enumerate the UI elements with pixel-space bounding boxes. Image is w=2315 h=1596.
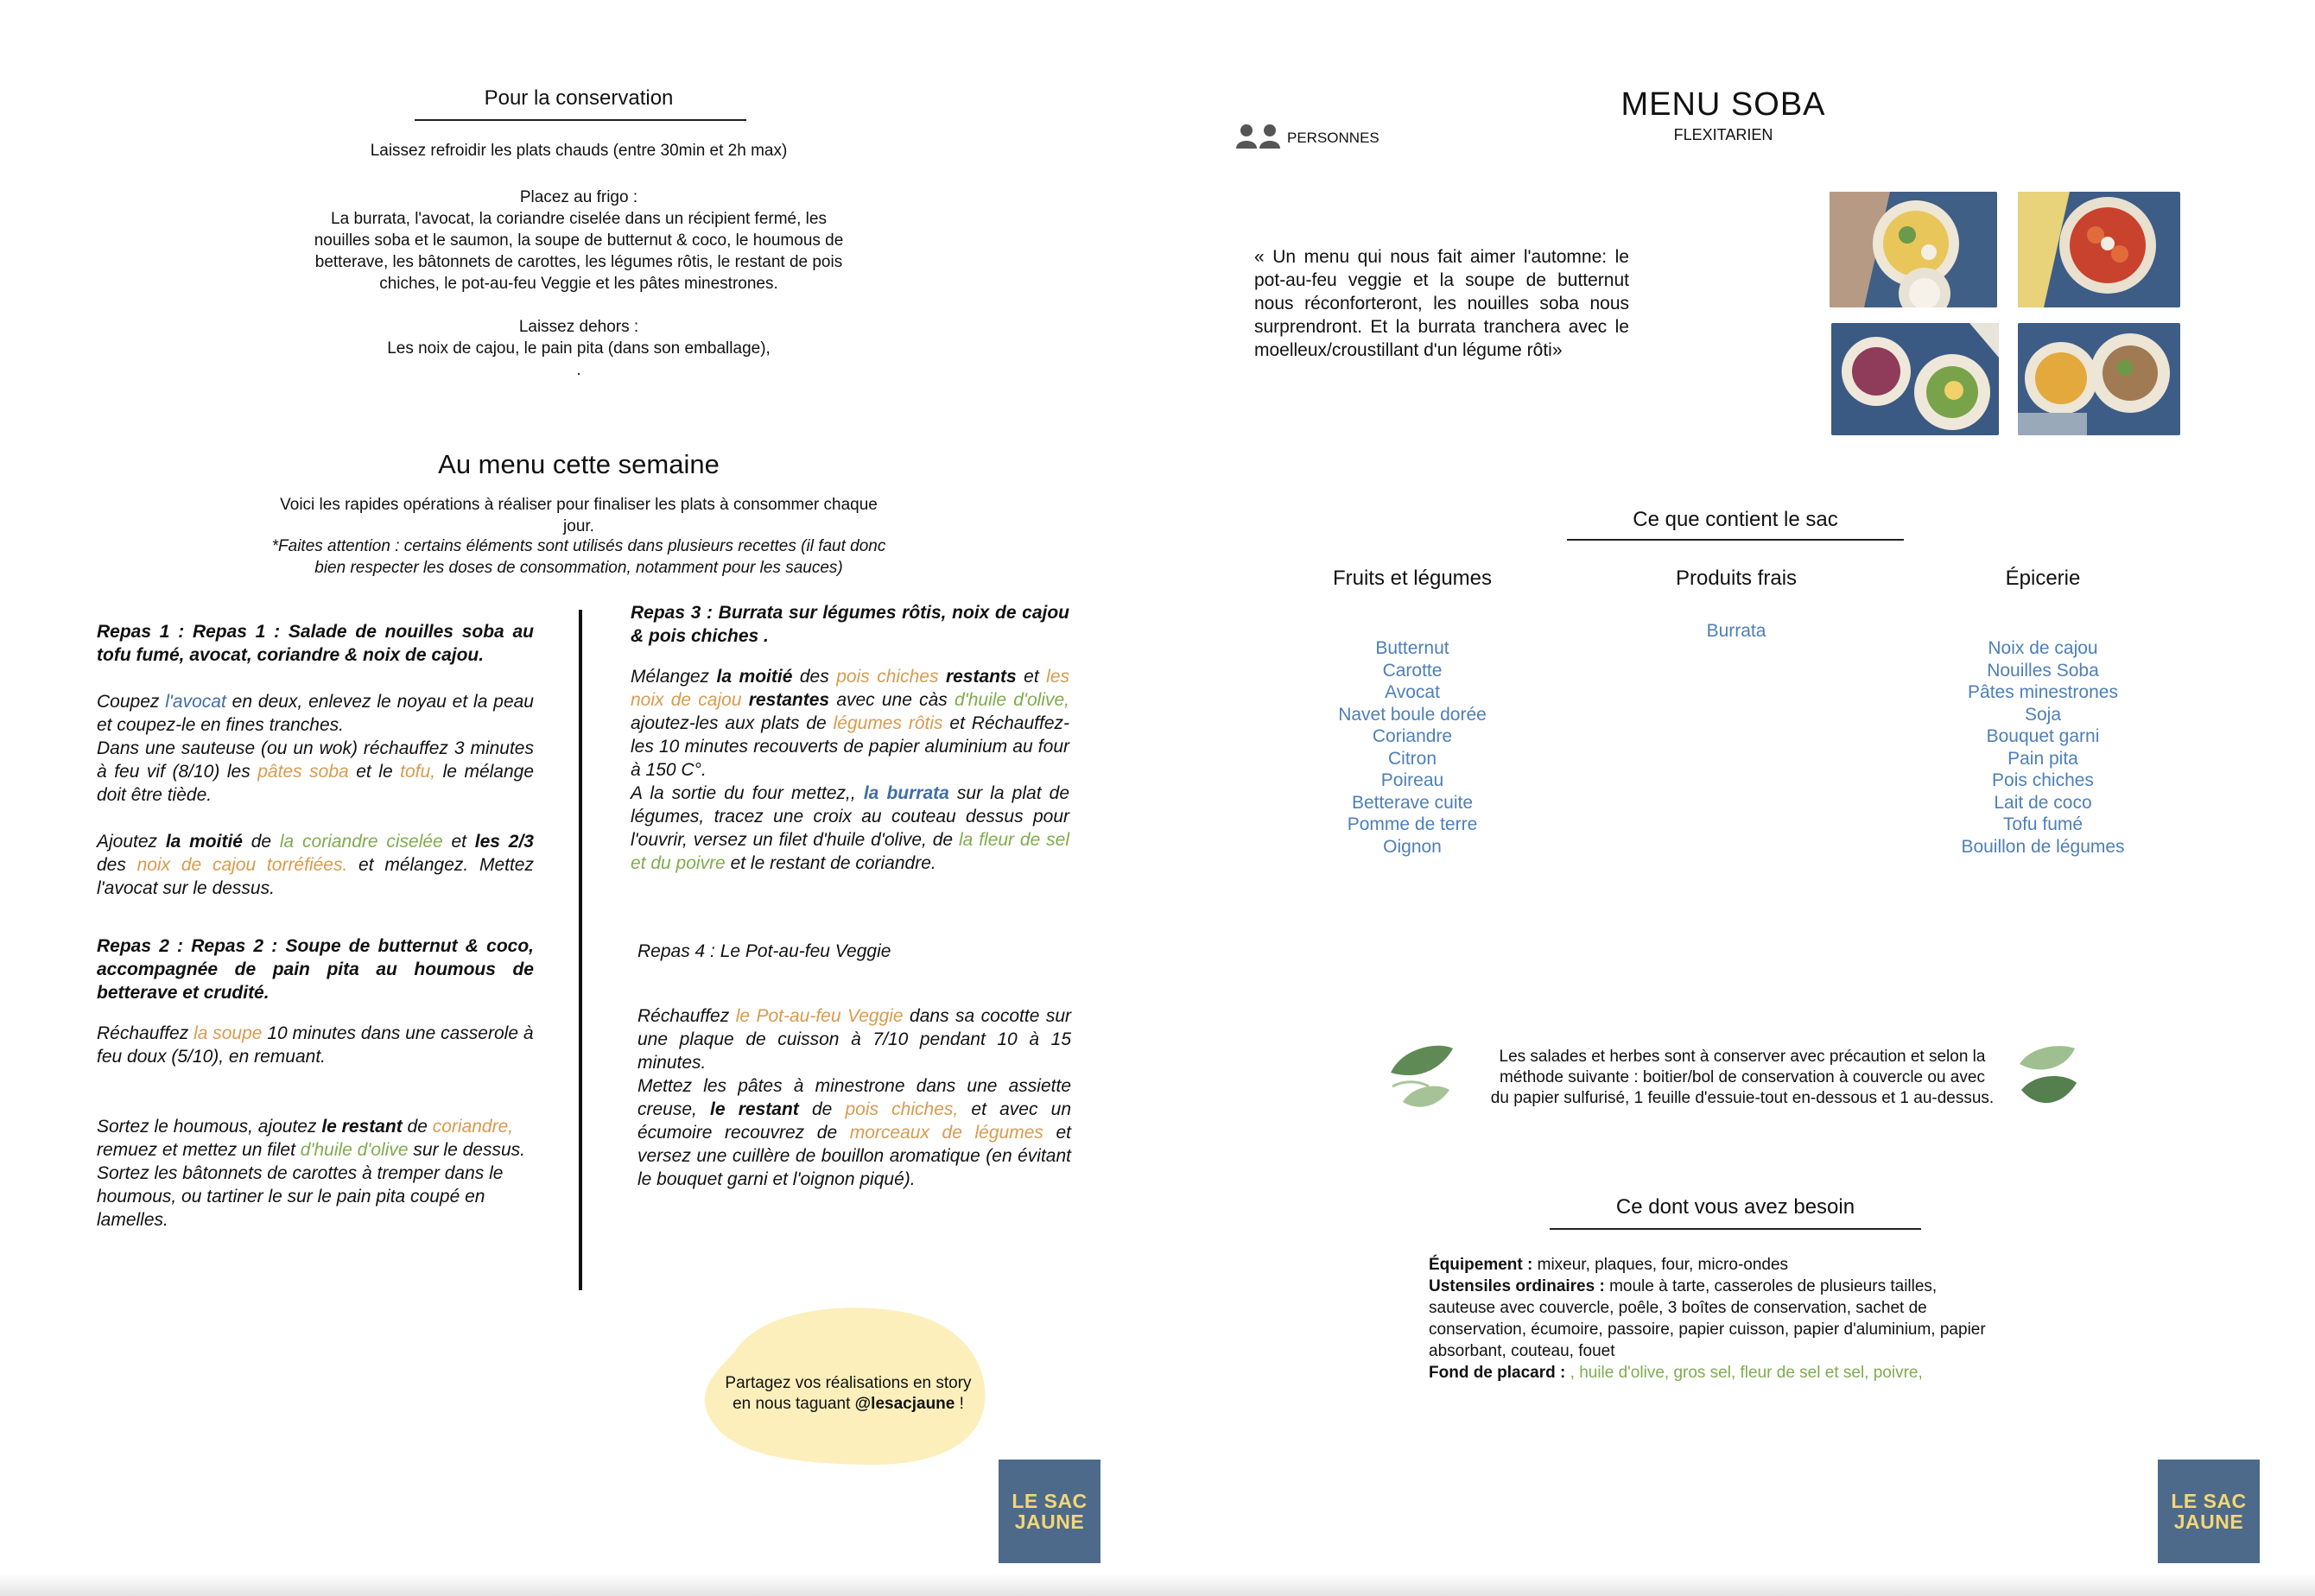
bag-title: Ce que contient le sac — [1633, 508, 1838, 531]
dish-photo-4 — [2018, 323, 2180, 435]
week-intro-line-1: Voici les rapides opérations à réaliser pour finaliser les plats à consommer chaque — [280, 496, 878, 514]
column-separator — [579, 610, 582, 1290]
meal-3 — [631, 601, 1069, 875]
fridge-line-3: betterave, les bâtonnets de carottes, les légumes rôtis, le restant de pois — [314, 253, 843, 271]
bag-item: Pain pita — [2007, 748, 2078, 769]
brand-logo-left: LE SAC JAUNE — [999, 1460, 1100, 1563]
bag-item: Burrata — [1706, 621, 1766, 641]
bag-column-grocery-title: Épicerie — [2005, 567, 2081, 590]
bag-column-grocery — [1926, 567, 2160, 858]
needs-list — [1429, 1254, 2002, 1384]
bag-item: Poireau — [1380, 770, 1444, 790]
week-note-line-2: bien respecter les doses de consommation, notamment pour les sauces) — [314, 559, 843, 577]
meal-1-title: Repas 1 : Repas 1 : Salade de nouilles soba au tofu fumé, avocat, coriandre & noix de cajou. — [97, 622, 534, 665]
bag-underline — [1567, 539, 1904, 541]
week-intro — [216, 494, 942, 537]
meal-1-step-1: Coupez l'avocat en deux, enlevez le noyau et la peau et coupez-le en fines tranches. — [97, 692, 534, 735]
brand-logo-right: LE SAC JAUNE — [2158, 1460, 2260, 1563]
fridge-line-2: nouilles soba et le saumon, la soupe de butternut & coco, le houmous de — [314, 231, 844, 250]
bag-item: Bouillon de légumes — [1961, 836, 2125, 857]
meal-1-step-2: Dans une sauteuse (ou un wok) réchauffez 3 minutes à feu vif (8/10) les pâtes soba et le tofu, le mélange doit être tiède. — [97, 738, 535, 805]
bag-item: Avocat — [1385, 682, 1440, 702]
meal-3-step-2: A la sortie du four mettez,, la burrata sur la plat de légumes, tracez une croix au couteau dessus pour l'ouvrir, versez un filet d'huile d'olive, de la fleur de sel et du poivre et le restant de coriandre. — [631, 783, 1069, 873]
week-title: Au menu cette semaine — [438, 449, 720, 479]
conservation-intro: Laissez refroidir les plats chauds (entre 30min et 2h max) — [370, 142, 788, 160]
bag-item: Citron — [1387, 748, 1437, 769]
dish-photo-2 — [2018, 192, 2180, 307]
needs-underline — [1550, 1228, 1921, 1230]
bag-column-fruits — [1296, 567, 1529, 858]
persons-indicator — [1235, 123, 1379, 149]
outside-block — [233, 316, 924, 381]
bag-item: Butternut — [1375, 638, 1449, 658]
meal-1-step-3: Ajoutez la moitié de la coriandre ciselée et les 2/3 des noix de cajou torréfiées. et mélangez. Mettez l'avocat sur le dessus. — [97, 832, 534, 898]
fridge-block — [233, 187, 924, 294]
meal-3-title: Repas 3 : Burrata sur légumes rôtis, noix de cajou & pois chiches . — [631, 603, 1069, 646]
needs-title: Ce dont vous avez besoin — [1615, 1195, 1855, 1219]
bag-item: Lait de coco — [1994, 792, 2092, 813]
meal-2-step-2: Sortez le houmous, ajoutez le restant de coriandre, remuez et mettez un filet d'huile d'olive sur le dessus. Sortez les bâtonnets de carottes à tremper dans le houmous, ou tartiner le sur le pain pita coupé en lamelles. — [97, 1117, 525, 1230]
herbs-line-3: du papier sulfurisé, 1 feuille d'essuie-tout en-dessous et 1 au-dessus. — [1490, 1089, 1995, 1107]
meal-4-title: Repas 4 : Le Pot-au-feu Veggie — [637, 941, 891, 961]
bag-item: Carotte — [1382, 660, 1443, 681]
bag-item: Noix de cajou — [1988, 638, 2098, 658]
outside-text: Les noix de cajou, le pain pita (dans son emballage), — [387, 339, 771, 358]
leaf-right-icon — [2013, 1042, 2080, 1119]
meal-4 — [637, 940, 1071, 1191]
bag-item: Soja — [2024, 704, 2062, 725]
week-intro-line-2: jour. — [563, 517, 594, 535]
bag-item: Nouilles Soba — [1987, 660, 2099, 681]
bag-column-fruits-title: Fruits et légumes — [1332, 567, 1493, 590]
persons-label: PERSONNES — [1287, 130, 1379, 146]
bag-item: Pomme de terre — [1347, 814, 1478, 834]
share-text — [701, 1373, 995, 1415]
bag-column-fresh-title: Produits frais — [1675, 567, 1798, 590]
meal-4-step-1: Réchauffez le Pot-au-feu Veggie dans sa cocotte sur une plaque de cuisson à 7/10 pendant 10 à 15 minutes. — [637, 1006, 1071, 1073]
fridge-label: Placez au frigo : — [519, 188, 638, 206]
meal-2-title: Repas 2 : Repas 2 : Soupe de butternut & coco, accompagnée de pain pita au houmous de betterave et crudité. — [97, 936, 534, 1003]
herbs-line-1: Les salades et herbes sont à conserver avec précaution et selon la — [1499, 1048, 1986, 1066]
bag-item: Oignon — [1383, 836, 1442, 857]
bag-item: Tofu fumé — [2002, 814, 2084, 834]
meal-1 — [97, 620, 534, 900]
needs-equipment: Équipement : mixeur, plaques, four, micro-ondes — [1429, 1256, 1789, 1274]
bag-item: Pâtes minestrones — [1968, 682, 2118, 702]
bag-item: Navet boule dorée — [1338, 704, 1487, 725]
menu-subtitle: FLEXITARIEN — [1673, 126, 1773, 143]
meal-2-step-1: Réchauffez la soupe 10 minutes dans une casserole à feu doux (5/10), en remuant. — [97, 1023, 534, 1067]
week-note — [216, 535, 942, 579]
needs-utensils: Ustensiles ordinaires : moule à tarte, casseroles de plusieurs tailles, sauteuse avec couvercle, poêle, 3 boîtes de conservation, sachet de conservation, écumoire, passoire, papier cuisson, papier d'aluminium, papier absorbant, couteau, fouet — [1429, 1277, 1986, 1360]
fridge-line-1: La burrata, l'avocat, la coriandre ciselée dans un récipient fermé, les — [331, 210, 827, 228]
dish-photo-1 — [1830, 192, 1997, 307]
herbs-note — [1460, 1047, 2025, 1109]
menu-quote: « Un menu qui nous fait aimer l'automne: le pot-au-feu veggie et la soupe de butternut nous réconforteront, les nouilles soba nous surprendront. Et la burrata tranchera avec le moelleux/croustillant d'un légume rôti» — [1254, 247, 1629, 360]
week-note-line-1: *Faites attention : certains éléments sont utilisés dans plusieurs recettes (il faut donc — [271, 537, 886, 555]
meal-4-step-2: Mettez les pâtes à minestrone dans une assiette creuse, le restant de pois chiches, et avec un écumoire recouvrez de morceaux de légumes et versez une cuillère de bouillon aromatique (en évitant le bouquet garni et l'oignon piqué). — [637, 1076, 1071, 1189]
needs-pantry: Fond de placard : , huile d'olive, gros sel, fleur de sel et sel, poivre, — [1429, 1364, 1923, 1382]
bag-item: Pois chiches — [1992, 770, 2094, 790]
menu-title: MENU SOBA — [1620, 86, 1826, 123]
conservation-underline — [415, 119, 746, 121]
share-line-2: en nous taguant @lesacjaune ! — [733, 1395, 964, 1413]
instagram-handle[interactable]: @lesacjaune — [854, 1395, 955, 1413]
two-persons-icon — [1235, 123, 1284, 149]
conservation-title: Pour la conservation — [484, 86, 674, 110]
page-shadow — [0, 1574, 2315, 1596]
bag-column-fresh — [1624, 567, 1849, 643]
meal-2 — [97, 934, 534, 1232]
meal-3-step-1: Mélangez la moitié des pois chiches restants et les noix de cajou restantes avec une càs d'huile d'olive, ajoutez-les aux plats de légumes rôtis et Réchauffez-les 10 minutes recouverts de papier aluminium au four à 150 C°. — [631, 667, 1070, 780]
share-line-1: Partagez vos réalisations en story — [725, 1374, 972, 1392]
outside-dot: . — [576, 361, 581, 379]
dish-photo-3 — [1831, 323, 1999, 435]
herbs-line-2: méthode suivante : boitier/bol de conservation à couvercle ou avec — [1500, 1068, 1985, 1086]
bag-item: Bouquet garni — [1986, 726, 2100, 746]
outside-label: Laissez dehors : — [518, 318, 639, 336]
bag-item: Coriandre — [1372, 726, 1453, 746]
fridge-line-4: chiches, le pot-au-feu Veggie et les pâtes minestrones. — [379, 275, 778, 293]
leaf-left-icon — [1386, 1042, 1456, 1118]
bag-item: Betterave cuite — [1351, 792, 1474, 813]
